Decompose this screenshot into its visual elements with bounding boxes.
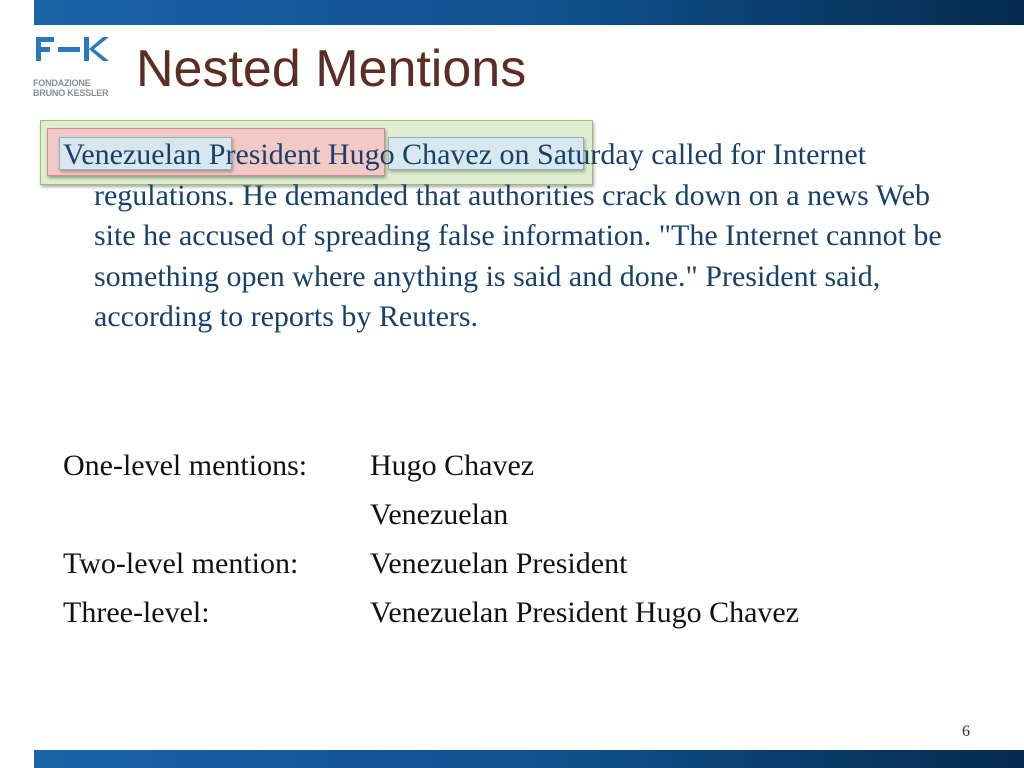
fbk-logo — [33, 31, 113, 103]
fbk-logo-mark-icon — [33, 31, 113, 77]
mention-level-label: Three-level: — [63, 596, 210, 629]
header-bar — [34, 0, 1024, 25]
mention-row — [63, 592, 963, 641]
space — [201, 138, 209, 171]
page-number: 6 — [962, 723, 970, 740]
mention-row — [63, 543, 963, 592]
mention-row — [63, 494, 963, 543]
mention-level-label: One-level mentions: — [63, 449, 308, 482]
footer-bar — [34, 750, 1024, 768]
mention-president: President — [208, 138, 321, 171]
mention-level-value: Venezuelan — [370, 498, 509, 531]
mention-level-value: Venezuelan President — [370, 547, 628, 580]
paragraph-rest: on Saturday called for Internet regulations. He demanded that authorities crack down on a news Web site he accused of spreading false information. "The Internet cannot be something open where anything is said and done." President said, according to reports by Reuters. — [94, 138, 942, 333]
mention-venezuelan: Venezuelan — [63, 138, 202, 171]
example-paragraph — [63, 135, 973, 338]
logo-text-line1: FONDAZIONE — [33, 78, 91, 88]
logo-text-line2: BRUNO KESSLER — [33, 88, 109, 98]
mention-row — [63, 445, 963, 494]
mention-level-label — [63, 494, 370, 543]
mention-level-value: Venezuelan President Hugo Chavez — [370, 596, 800, 629]
mention-level-label: Two-level mention: — [63, 547, 299, 580]
space — [320, 138, 328, 171]
slide-title: Nested Mentions — [136, 40, 527, 98]
mention-level-value: Hugo Chavez — [370, 449, 535, 482]
mention-levels-table — [63, 445, 963, 641]
mention-hugo-chavez: Hugo Chavez — [327, 138, 493, 171]
